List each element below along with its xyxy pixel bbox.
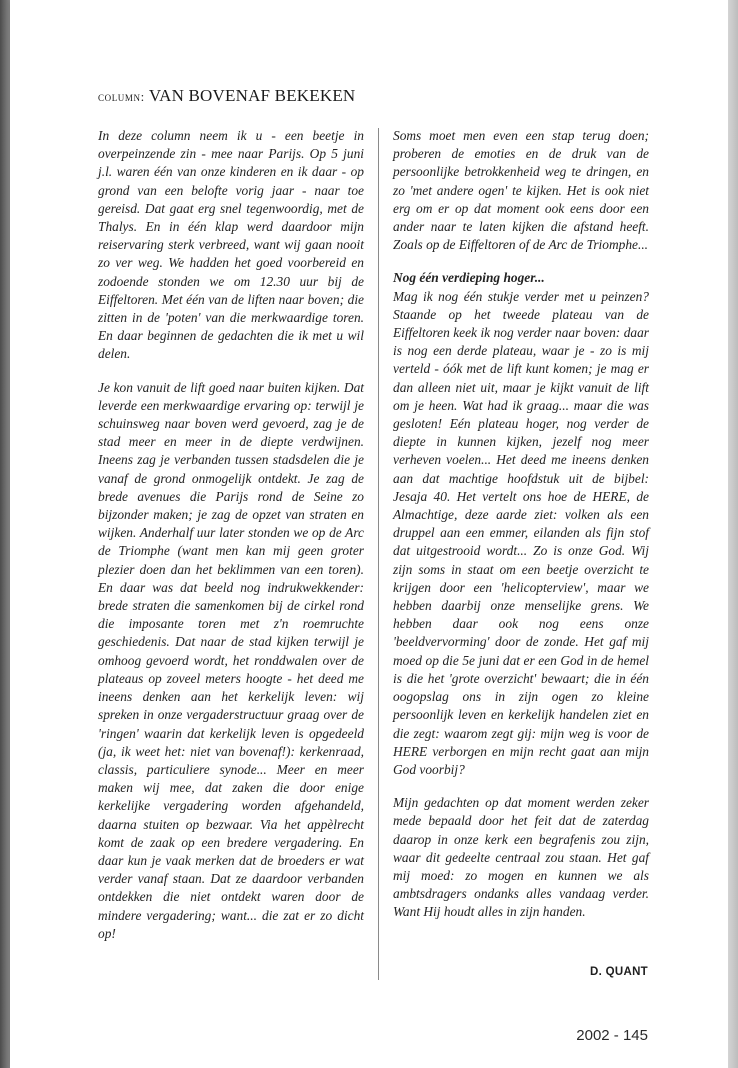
column-divider	[378, 128, 379, 980]
author-name: D. QUANT	[590, 966, 648, 978]
right-closing-paragraph: Mijn gedachten op dat moment werden zeker mede bepaald door het feit dat de zaterdag daarop in onze kerk een begrafenis zou zijn, waar dit gedeelte centraal zou staan. Het gaf mij moed: zo mogen en kunnen we als ambtsdragers ondanks alles vandaag verder. Want Hij houdt alles in zijn handen.	[393, 795, 649, 920]
column-header	[98, 86, 355, 106]
right-section	[393, 269, 649, 779]
right-body-paragraph: Mag ik nog één stukje verder met u peinzen? Staande op het tweede plateau van de Eiffeltoren keek ik nog verder naar boven: daar is nog een derde plateau, waar je - zo is mij verteld - óók met de lift kunt komen; je mag er dan alleen niet uit, maar je kijkt vanuit de lift om je heen. Wat had ik graag... maar die was gesloten! Eén plateau hoger, nog verder de diepte in kunnen kijken, jezelf nog meer verheven voelen... Het deed me ineens denken aan dat machtige hoofdstuk uit de bijbel: Jesaja 40. Het vertelt ons hoe de HERE, de Almachtige, deze aarde ziet: volken als een druppel aan een emmer, eilanden als fijn stof dat uitgestrooid wordt... Zo is onze God. Wij zijn soms in staat om een beetje overzicht te krijgen door een 'helicopterview', maar we hebben daarbij onze menselijke grens. We hebben daar ook nog eens onze 'beeldvervorming' door de zonde. Het gaf mij moed op die 5e juni dat er een God in de hemel is die het 'grote overzicht' bewaart; die in één oogopslag ons in zijn ogen zo kleine persoonlijk leven en kerkelijk handelen ziet en die zegt: waarom zegt gij: mijn weg is voor de HERE verborgen en mijn recht gaat aan mijn God voorbij?	[393, 288, 649, 777]
page-number: 2002 - 145	[576, 1027, 648, 1044]
left-column	[98, 127, 364, 958]
right-column	[393, 127, 649, 937]
scan-left-edge	[0, 0, 10, 1068]
section-subheading: Nog één verdieping hoger...	[393, 270, 545, 286]
left-paragraph-1: In deze column neem ik u - een beetje in overpeinzende zin - mee naar Parijs. Op 5 juni j.l. waren één van onze kinderen en ik daar - op grond van een belofte vorig jaar - naar toe gereisd. Dat gaat erg snel tegenwoordig, met de Thalys. En in één klap werd daardoor mijn reiservaring sterk verbreed, want wij gaan nooit zo ver weg. We hadden het goed voorbereid en zodoende stonden we om 12.30 uur bij de Eiffeltoren. Met één van de liften naar boven; die zitten in de 'poten' van die merkwaardige toren. En daar beginnen de gedachten die ik met u wil delen.	[98, 128, 364, 362]
right-intro-paragraph: Soms moet men even een stap terug doen; proberen de emoties en de druk van de persoonlijke betrokkenheid weg te dringen, en zo 'met andere ogen' te kijken. Het is ook niet erg om er op dat moment ook eens door een ander naar te laten kijken die afstand heeft. Zoals op de Eiffeltoren of de Arc de Triomphe...	[393, 128, 649, 253]
column-title: VAN BOVENAF BEKEKEN	[148, 86, 356, 105]
magazine-page	[10, 0, 728, 1068]
column-kicker: column:	[98, 89, 145, 104]
left-paragraph-2: Je kon vanuit de lift goed naar buiten kijken. Dat leverde een merkwaardige ervaring op: terwijl je schuinsweg naar boven werd gevoerd, zag je de stad meer en meer in de diepte verdwijnen. Ineens zag je verbanden tussen stadsdelen die je vanaf de grond onmogelijk ontdekt. Je zag de brede avenues die Parijs rond de Seine zo bijzonder maken; je zag de opzet van straten en wijken. Anderhalf uur later stonden we op de Arc de Triomphe (want men kan mij geen groter plezier doen dan het beklimmen van een toren). En daar was dat beeld nog indrukwekkender: brede straten die samenkomen bij de cirkel rond die imposante toren met z'n roemruchte geschiedenis. Dat naar de stad kijken terwijl je omhoog gevoerd wordt, het ronddwalen over de plateaus op zoveel meters hoogte - het deed me ineens denken aan het kerkelijk leven: wij spreken in onze vergaderstructuur graag over de 'ringen' waarin dat kerkelijk leven is opgedeeld (ja, ik weet het: niet van bovenaf!): kerkenraad, classis, particuliere synode... Meer en meer maken wij mee, dat zaken die door enige kerkelijke vergadering worden afgehandeld, daarna stuiten op bezwaar. Via het appèlrecht komt de zaak op een bredere vergadering. En daar kun je vaak merken dat de broeders er wat verder vanaf staan. Dat ze daardoor verbanden ontdekken die niet ontdekt waren door de mindere vergadering; want... die zat er zo dicht op!	[98, 379, 364, 941]
scan-right-edge	[728, 0, 738, 1068]
